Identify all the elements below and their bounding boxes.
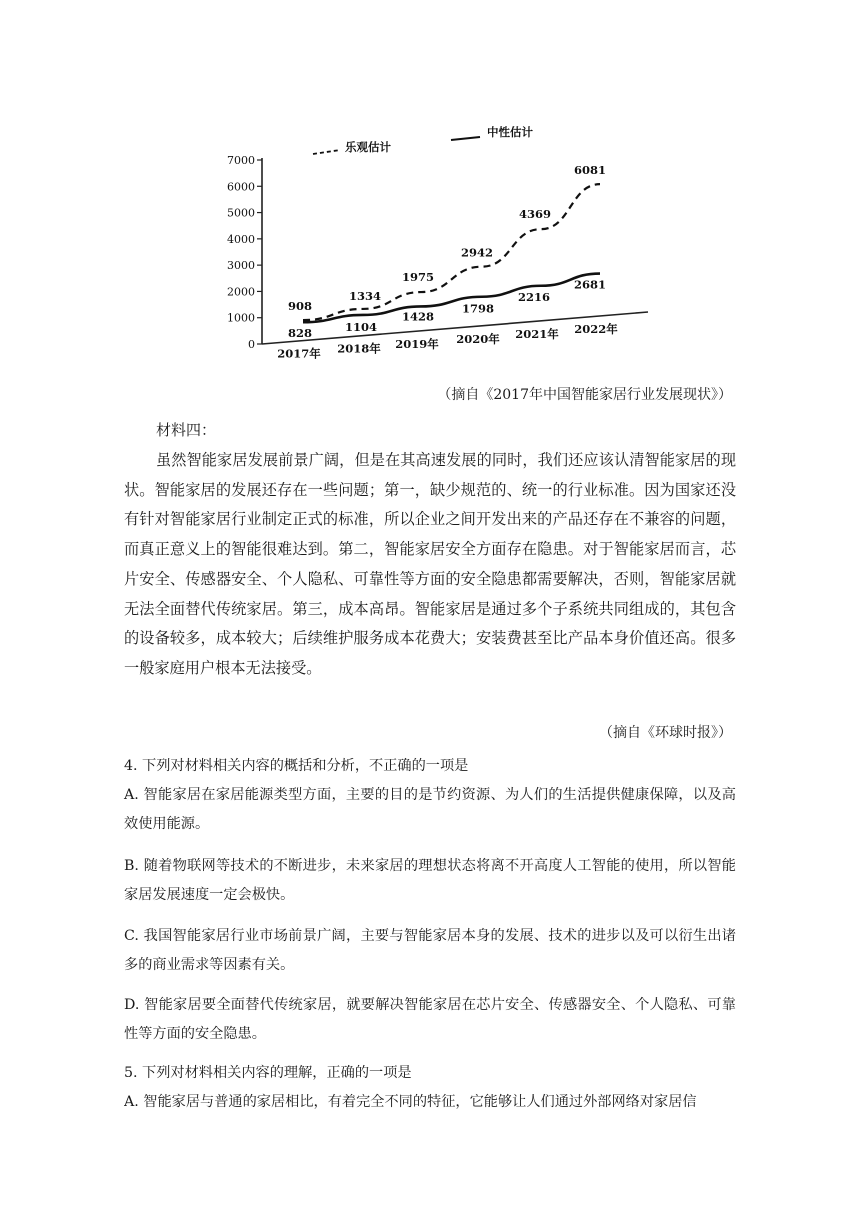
- legend-dashed-swatch: [313, 150, 340, 154]
- x-tick-label: 2020年: [456, 331, 500, 346]
- y-tick-label: 4000: [227, 232, 255, 246]
- data-label: 1975: [401, 270, 435, 285]
- question-4-option-d: D. 智能家居要全面替代传统家居，就要解决智能家居在芯片安全、传感器安全、个人隐私、可靠性等方面的安全隐患。: [124, 997, 736, 1042]
- legend-label-optimistic: 乐观估计: [345, 140, 391, 154]
- y-tick-label: 3000: [227, 259, 255, 273]
- series-line-neutral: [303, 274, 600, 323]
- data-label: 4369: [518, 207, 552, 222]
- chart-source-citation: （摘自《2017年中国智能家居行业发展现状》）: [437, 387, 732, 403]
- y-tick-label: 0: [248, 338, 255, 351]
- data-label: 6081: [573, 163, 607, 178]
- market-forecast-chart: [215, 112, 655, 374]
- y-tick-label: 1000: [227, 311, 255, 325]
- material-label: 材料四：: [156, 421, 217, 439]
- series-line-optimistic: [303, 184, 600, 320]
- y-tick-label: 7000: [227, 154, 255, 167]
- data-label: 1104: [344, 319, 378, 334]
- question-4-option-a: A. 智能家居在家居能源类型方面，主要的目的是节约资源、为人们的生活提供健康保障，以及高效使用能源。: [124, 787, 736, 832]
- material-source-citation: （摘自《环球时报》）: [599, 725, 732, 741]
- x-tick-label: 2017年: [277, 346, 321, 361]
- chart-data-labels: [288, 163, 606, 340]
- chart-legend: [313, 125, 533, 154]
- legend-solid-swatch: [451, 137, 480, 140]
- question-5-stem: 5. 下列对材料相关内容的理解，正确的一项是: [124, 1065, 412, 1081]
- data-label: 828: [287, 326, 313, 341]
- legend-label-neutral: 中性估计: [487, 125, 533, 139]
- chart-y-ticks: [227, 154, 262, 351]
- question-4-stem: 4. 下列对材料相关内容的概括和分析，不正确的一项是: [124, 758, 469, 774]
- y-tick-label: 6000: [227, 180, 255, 194]
- y-tick-label: 2000: [227, 285, 255, 299]
- chart-x-labels: [277, 319, 618, 361]
- chart-series-lines: [303, 184, 600, 322]
- data-label: 1334: [348, 288, 382, 303]
- data-label: 2681: [573, 277, 607, 292]
- y-tick-label: 5000: [227, 206, 255, 220]
- data-label: 1798: [461, 301, 495, 316]
- data-label: 1428: [401, 309, 435, 324]
- data-label: 2942: [460, 245, 494, 260]
- x-tick-label: 2018年: [337, 341, 381, 356]
- question-5-option-a: A. 智能家居与普通的家居相比，有着完全不同的特征，它能够让人们通过外部网络对家居信: [124, 1094, 697, 1110]
- x-tick-label: 2022年: [574, 321, 618, 336]
- data-label: 908: [287, 299, 313, 314]
- question-4-option-b: B. 随着物联网等技术的不断进步，未来家居的理想状态将离不开高度人工智能的使用，所以智能家居发展速度一定会极快。: [124, 858, 736, 903]
- x-tick-label: 2019年: [395, 336, 439, 351]
- x-tick-label: 2021年: [515, 326, 559, 341]
- question-4-option-c: C. 我国智能家居行业市场前景广阔，主要与智能家居本身的发展、技术的进步以及可以衍生出诸多的商业需求等因素有关。: [124, 928, 736, 973]
- data-label: 2216: [517, 289, 551, 304]
- material-paragraph: 虽然智能家居发展前景广阔，但是在其高速发展的同时，我们还应该认清智能家居的现状。智能家居的发展还存在一些问题；第一，缺少规范的、统一的行业标准。因为国家还没有针对智能家居行业制定正式的标准，所以企业之间开发出来的产品还存在不兼容的问题，而真正意义上的智能很难达到。第二，智能家居安全方面存在隐患。对于智能家居而言，芯片安全、传感器安全、个人隐私、可靠性等方面的安全隐患都需要解决，否则，智能家居就无法全面替代传统家居。第三，成本高昂。智能家居是通过多个子系统共同组成的，其包含的设备较多，成本较大；后续维护服务成本花费大；安装费甚至比产品本身价值还高。很多一般家庭用户根本无法接受。: [124, 451, 736, 677]
